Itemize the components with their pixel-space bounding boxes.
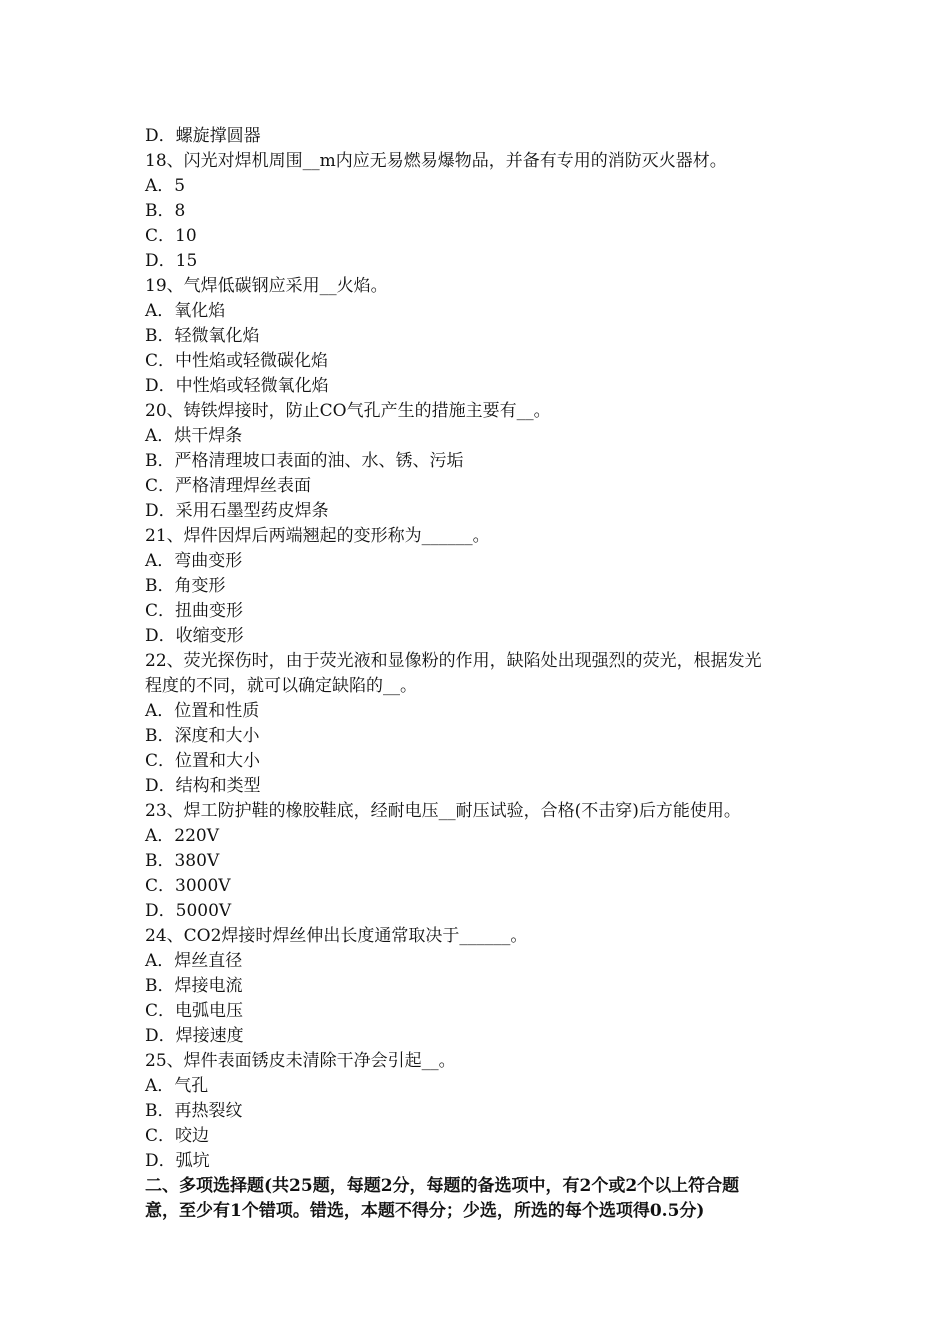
option-b: B．8 [145,201,186,221]
option-b: B．角变形 [145,576,226,596]
option-d: D．焊接速度 [145,1026,244,1046]
option-d: D．收缩变形 [145,626,244,646]
option-b: B．轻微氧化焰 [145,326,260,346]
option-c: C．3000V [145,876,231,896]
option-d: D．采用石墨型药皮焊条 [145,501,329,521]
option-a: A．氧化焰 [145,301,226,321]
option-b: B．深度和大小 [145,726,260,746]
question-20: 20、铸铁焊接时，防止CO气孔产生的措施主要有__。 [145,401,551,421]
option-a: A．位置和性质 [145,701,260,721]
option-a: A．5 [145,176,186,196]
option-a: A．烘干焊条 [145,426,243,446]
option-c: C．中性焰或轻微碳化焰 [145,351,329,371]
option-b: B．严格清理坡口表面的油、水、锈、污垢 [145,451,464,471]
section-heading [145,1174,815,1224]
option-d: D．15 [145,251,198,271]
option-b: B．焊接电流 [145,976,243,996]
question-22-cont: 程度的不同，就可以确定缺陷的__。 [145,676,417,696]
option-c: C．严格清理焊丝表面 [145,476,312,496]
option-c: C．扭曲变形 [145,601,244,621]
option-a: A．220V [145,826,220,846]
option-a: A．焊丝直径 [145,951,243,971]
question-24: 24、CO2焊接时焊丝伸出长度通常取决于______。 [145,926,528,946]
document-page [145,124,815,1224]
option-c: C．电弧电压 [145,1001,244,1021]
question-list [145,124,815,1174]
question-21: 21、焊件因焊后两端翘起的变形称为______。 [145,526,490,546]
question-25: 25、焊件表面锈皮未清除干净会引起__。 [145,1051,456,1071]
option-b: B．再热裂纹 [145,1101,243,1121]
option-a: A．弯曲变形 [145,551,243,571]
option-d: D．结构和类型 [145,776,261,796]
question-22: 22、荧光探伤时，由于荧光液和显像粉的作用，缺陷处出现强烈的荧光，根据发光 [145,651,762,671]
option-a: A．气孔 [145,1076,209,1096]
option-c: C．咬边 [145,1126,210,1146]
question-23: 23、焊工防护鞋的橡胶鞋底，经耐电压__耐压试验，合格(不击穿)后方能使用。 [145,801,741,821]
option-d: D．5000V [145,901,232,921]
section-heading-line: 意，至少有1个错项。错选，本题不得分；少选，所选的每个选项得0.5分) [145,1201,705,1221]
option-c: C．10 [145,226,197,246]
option-b: B．380V [145,851,220,871]
section-heading-line: 二、多项选择题(共25题，每题2分，每题的备选项中，有2个或2个以上符合题 [145,1176,740,1196]
question-19: 19、气焊低碳钢应采用__火焰。 [145,276,388,296]
text-line: D．螺旋撑圆器 [145,126,261,146]
question-18: 18、闪光对焊机周围__m内应无易燃易爆物品，并备有专用的消防灭火器材。 [145,151,727,171]
option-c: C．位置和大小 [145,751,261,771]
option-d: D．中性焰或轻微氧化焰 [145,376,329,396]
option-d: D．弧坑 [145,1151,210,1171]
